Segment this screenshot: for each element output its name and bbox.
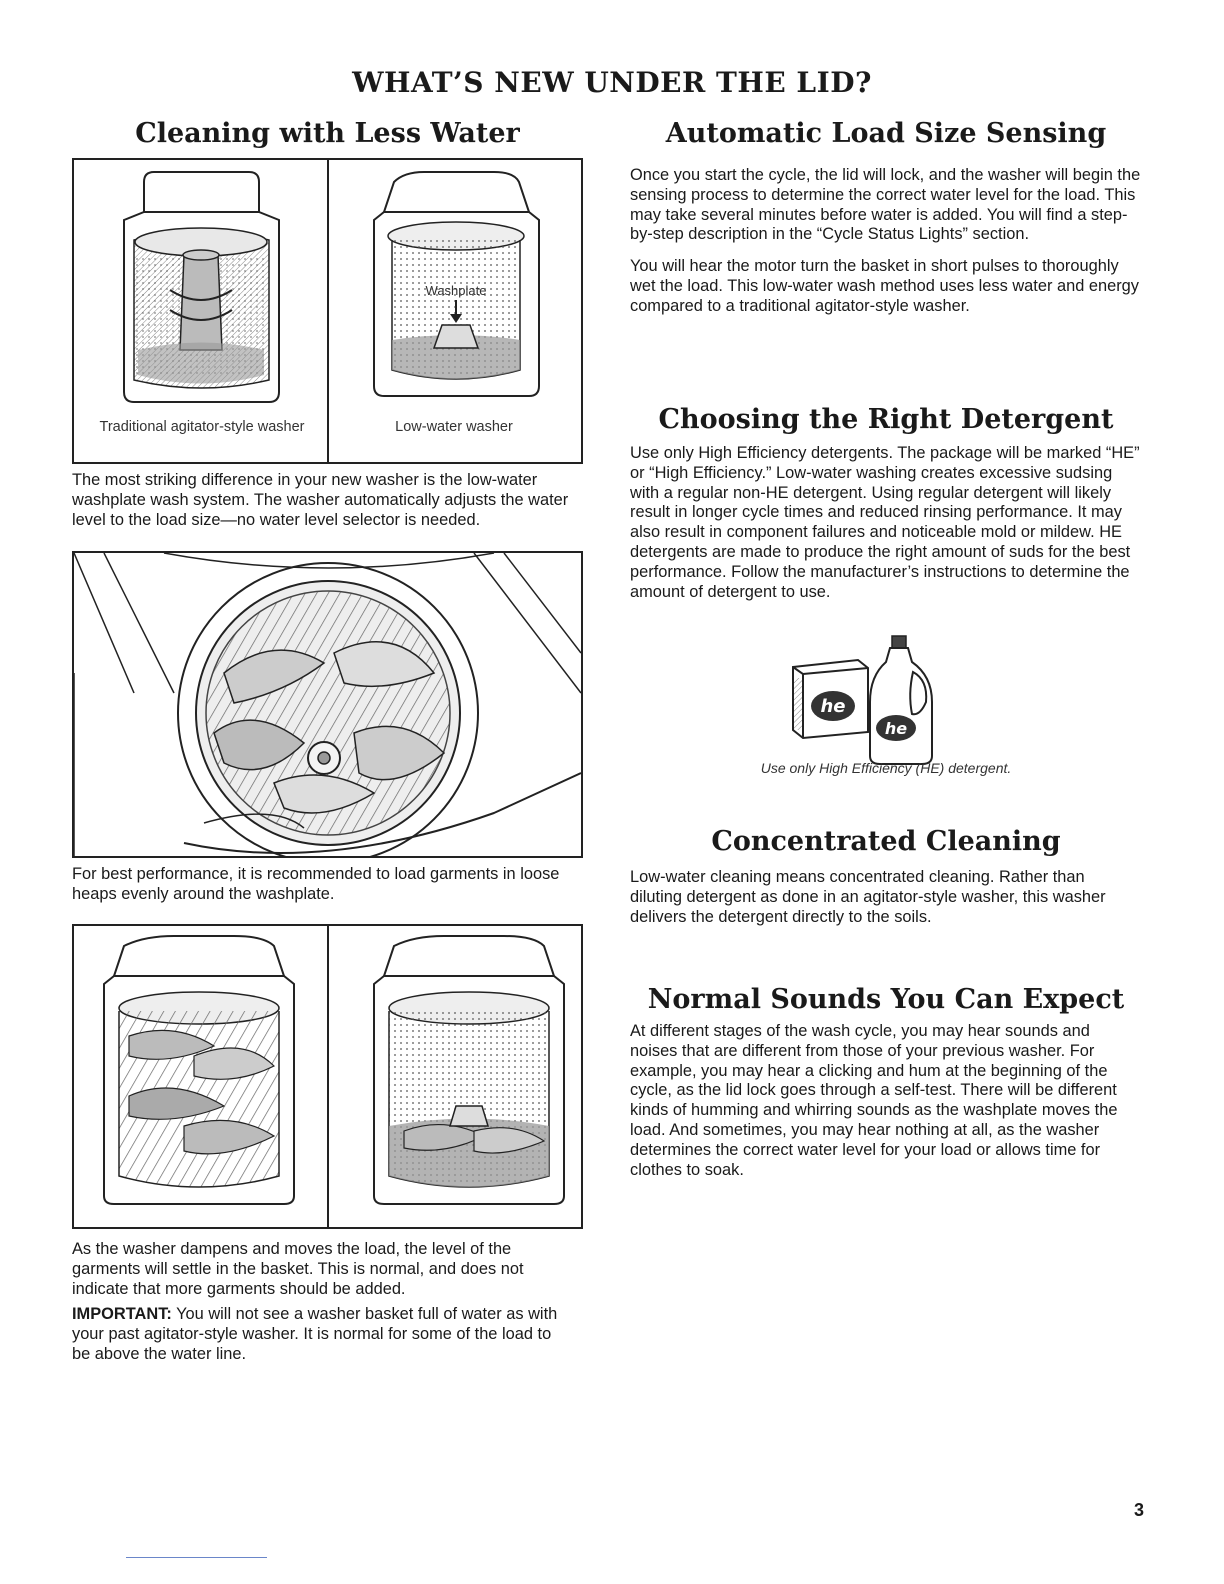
load-settling-illustration [74,926,581,1227]
figure-load-settling [72,924,583,1229]
section-sensing-body [630,166,1145,329]
he-detergent-illustration [788,632,938,772]
he-logo-box: he [820,696,846,717]
section-heading-cleaning: Cleaning with Less Water [135,118,520,149]
paragraph-settling: As the washer dampens and moves the load, the level of the garments will settle in the basket. This is normal, and does not indicate that more garments should be added. [72,1240,524,1298]
page-number: 3 [1133,1500,1144,1520]
loaded-washplate-illustration [74,553,581,856]
section-heading-sensing: Automatic Load Size Sensing [665,118,1107,149]
caption-lowwater-washer: Low-water washer [395,419,513,435]
agitator-washer-drawing [124,172,279,402]
figure-loaded-washplate [72,551,583,858]
paragraph-sensing-1: Once you start the cycle, the lid will lock, and the washer will begin the sensing process to determine the correct water level for the load. This may take several minutes before water is added. You will find a step-by-step description in the “Cycle Status Lights” section. [630,166,1141,244]
paragraph-sensing-2: You will hear the motor turn the basket in short pulses to thoroughly wet the load. This low-water wash method uses less water and energy compared to a traditional agitator-style washer. [630,257,1139,315]
paragraph-lowwater-system: The most striking difference in your new washer is the low-water washplate wash system. The washer automatically adjusts the water level to the load size—no water level selector is needed. [72,471,569,529]
washer-full-load-drawing [104,936,294,1204]
footer-rule [126,1557,267,1558]
figure-washer-comparison [72,158,583,464]
paragraph-detergent: Use only High Efficiency detergents. The package will be marked “HE” or “High Efficiency.” Low-water washing creates excessive sudsing with a regular non-HE detergent. Using regular detergent will likely result in longer cycle times and reduced rinsing performance. It may also result in component failures and noticeable mold or mildew. HE detergents are made to produce the right amount of suds for the best performance. Follow the manufacturer’s instructions to determine the amount of detergent to use. [630,444,1140,601]
washplate-label: Washplate [425,283,487,298]
page-title: WHAT’S NEW UNDER THE LID? [352,66,872,99]
section-heading-detergent: Choosing the Right Detergent [658,404,1114,435]
washer-comparison-illustration [74,160,581,462]
he-logo-bottle: he [884,719,908,738]
left-bottom-text [72,1240,572,1377]
caption-he-detergent: Use only High Efficiency (HE) detergent. [760,760,1012,776]
paragraph-concentrated: Low-water cleaning means concentrated cleaning. Rather than diluting detergent as done in an agitator-style washer, this washer delivers the detergent directly to the soils. [630,868,1106,926]
section-heading-sounds: Normal Sounds You Can Expect [647,984,1125,1015]
lowwater-washer-drawing [374,172,539,396]
important-text: You will not see a washer basket full of water as with your past agitator-style washer. It is normal for some of the load to be above the water line. [72,1305,558,1363]
caption-traditional-washer: Traditional agitator-style washer [99,419,305,435]
important-label: IMPORTANT: [72,1305,172,1324]
he-detergent-drawing [788,632,938,772]
paragraph-load-garments: For best performance, it is recommended to load garments in loose heaps evenly around the washplate. [72,865,560,903]
section-heading-concentrated: Concentrated Cleaning [711,826,1061,857]
paragraph-important [72,1305,572,1364]
paragraph-sounds: At different stages of the wash cycle, you may hear sounds and noises that are different from those of your previous washer. For example, you may hear a clicking and hum at the beginning of the cycle, as the lid lock goes through a self-test. There will be different kinds of humming and whirring sounds as the washplate moves the load. And sometimes, you may hear nothing at all, as the washer determines the correct water level for your load or allows time for clothes to soak. [630,1022,1118,1179]
washer-settled-load-drawing [374,936,564,1204]
